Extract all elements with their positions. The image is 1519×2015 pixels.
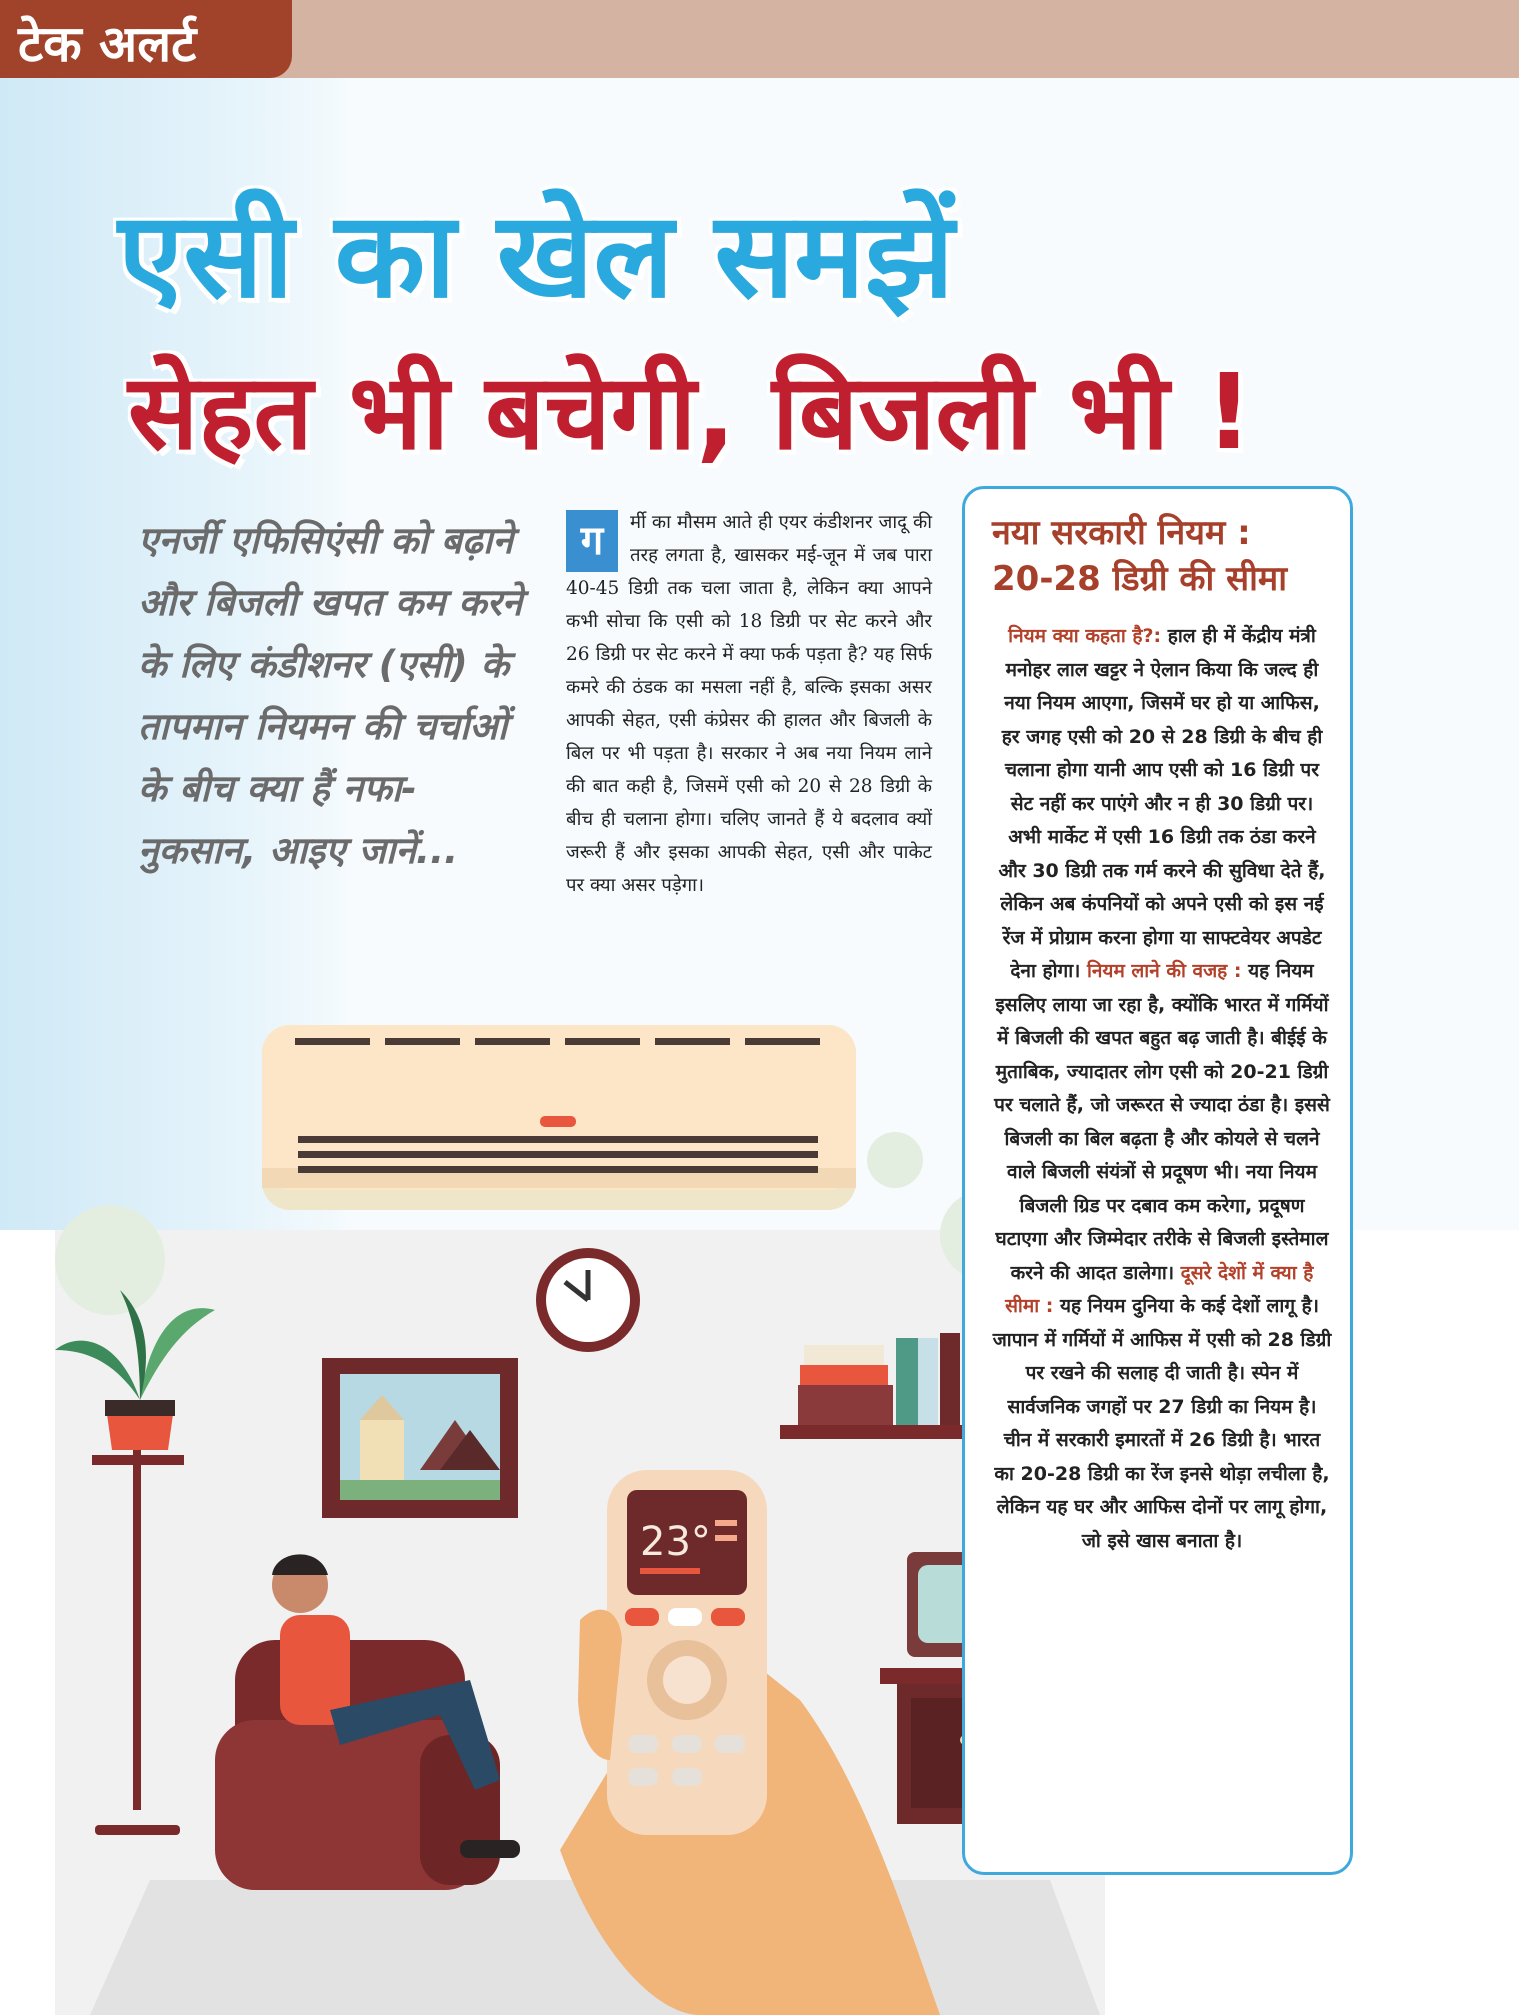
sidebar-key-3: दूसरे देशों में क्या है सीमा : [1005, 1261, 1314, 1317]
headline-line-1: एसी का खेल समझें [118, 186, 955, 324]
sidebar-text-3: यह नियम दुनिया के कई देशों लागू है। जापान में गर्मियों में आफिस में एसी को 28 डिग्री पर रखने की सलाह दी जाती है। स्पेन में सार्वजनिक जगहों पर 27 डिग्री का नियम है। चीन में सरकारी इमारतों में 26 डिग्री है। भारत का 20-28 डिग्री का रेंज इनसे थोड़ा लचीला है, लेकिन यह घर और आफिस दोनों पर लागू होगा, जो इसे खास बनाता है। [992, 1295, 1332, 1552]
section-label: टेक अलर्ट [18, 15, 197, 73]
wall-clock [536, 1248, 640, 1352]
sidebar-title [992, 510, 1332, 602]
sidebar-key-1: नियम क्या कहता है?: [1008, 625, 1162, 647]
sidebar-body [992, 620, 1332, 1558]
sidebar-key-2: नियम लाने की वजह : [1086, 960, 1242, 982]
sidebar-title-line-1: नया सरकारी नियम : [992, 513, 1251, 553]
remote-temperature: 23° [640, 1519, 711, 1565]
ac-unit [262, 1025, 856, 1210]
headline-line-2: सेहत भी बचेगी, बिजली भी ! [128, 351, 1253, 473]
sidebar-text-1: हाल ही में केंद्रीय मंत्री मनोहर लाल खट्टर ने ऐलान किया कि जल्द ही नया नियम आएगा, जिसमें घर हो या आफिस, हर जगह एसी को 20 से 28 डिग्री के बीच ही चलाना होगा यानी आप एसी को 16 डिग्री पर सेट नहीं कर पाएंगे और न ही 30 डिग्री पर। अभी मार्केट में एसी 16 डिग्री तक ठंडा करने और 30 डिग्री तक गर्म करने की सुविधा देते हैं, लेकिन अब कंपनियों को अपने एसी को इस नई रेंज में प्रोग्राम करना होगा या साफ्टवेयर अपडेट देना होगा। [998, 625, 1326, 982]
sidebar-text-2: यह नियम इसलिए लाया जा रहा है, क्योंकि भारत में गर्मियों में बिजली की खपत बहुत बढ़ जाती है। बीईई के मुताबिक, ज्यादातर लोग एसी को 20-21 डिग्री पर चलाते हैं, जो जरूरत से ज्यादा ठंडा है। इससे बिजली का बिल बढ़ता है और कोयले से चलने वाले बिजली संयंत्रों से प्रदूषण भी। नया नियम बिजली ग्रिड पर दबाव कम करेगा, प्रदूषण घटाएगा और जिम्मेदार तरीके से बिजली इस्तेमाल करने की आदत डालेगा। [994, 960, 1330, 1284]
article-body [566, 506, 932, 902]
article-text: र्मी का मौसम आते ही एयर कंडीशनर जादू की तरह लगता है, खासकर मई-जून में जब पारा 40-45 डिग्री तक चला जाता है, लेकिन क्या आपने कभी सोचा कि एसी को 18 डिग्री पर सेट करने और 26 डिग्री पर सेट करने में क्या फर्क पड़ता है? यह सिर्फ कमरे की ठंडक का मसला नहीं है, बल्कि इसका असर आपकी सेहत, एसी कंप्रेसर की हालत और बिजली के बिल पर भी पड़ता है। सरकार ने अब नया नियम लाने की बात कही है, जिसमें एसी को 20 से 28 डिग्री के बीच ही चलाना होगा। चलिए जानते हैं ये बदलाव क्यों जरूरी हैं और इसका आपकी सेहत, एसी और पाकेट पर क्या असर पड़ेगा। [566, 512, 932, 896]
wall-painting [322, 1358, 518, 1518]
intro-text: एनर्जी एफिसिएंसी को बढ़ाने और बिजली खपत कम करने के लिए कंडीशनर (एसी) के तापमान नियमन की चर्चाओं के बीच क्या हैं नफा-नुकसान, आइए जानें... [138, 519, 523, 872]
dropcap: ग [566, 510, 618, 572]
sidebar-title-line-2: 20-28 डिग्री की सीमा [992, 559, 1288, 599]
